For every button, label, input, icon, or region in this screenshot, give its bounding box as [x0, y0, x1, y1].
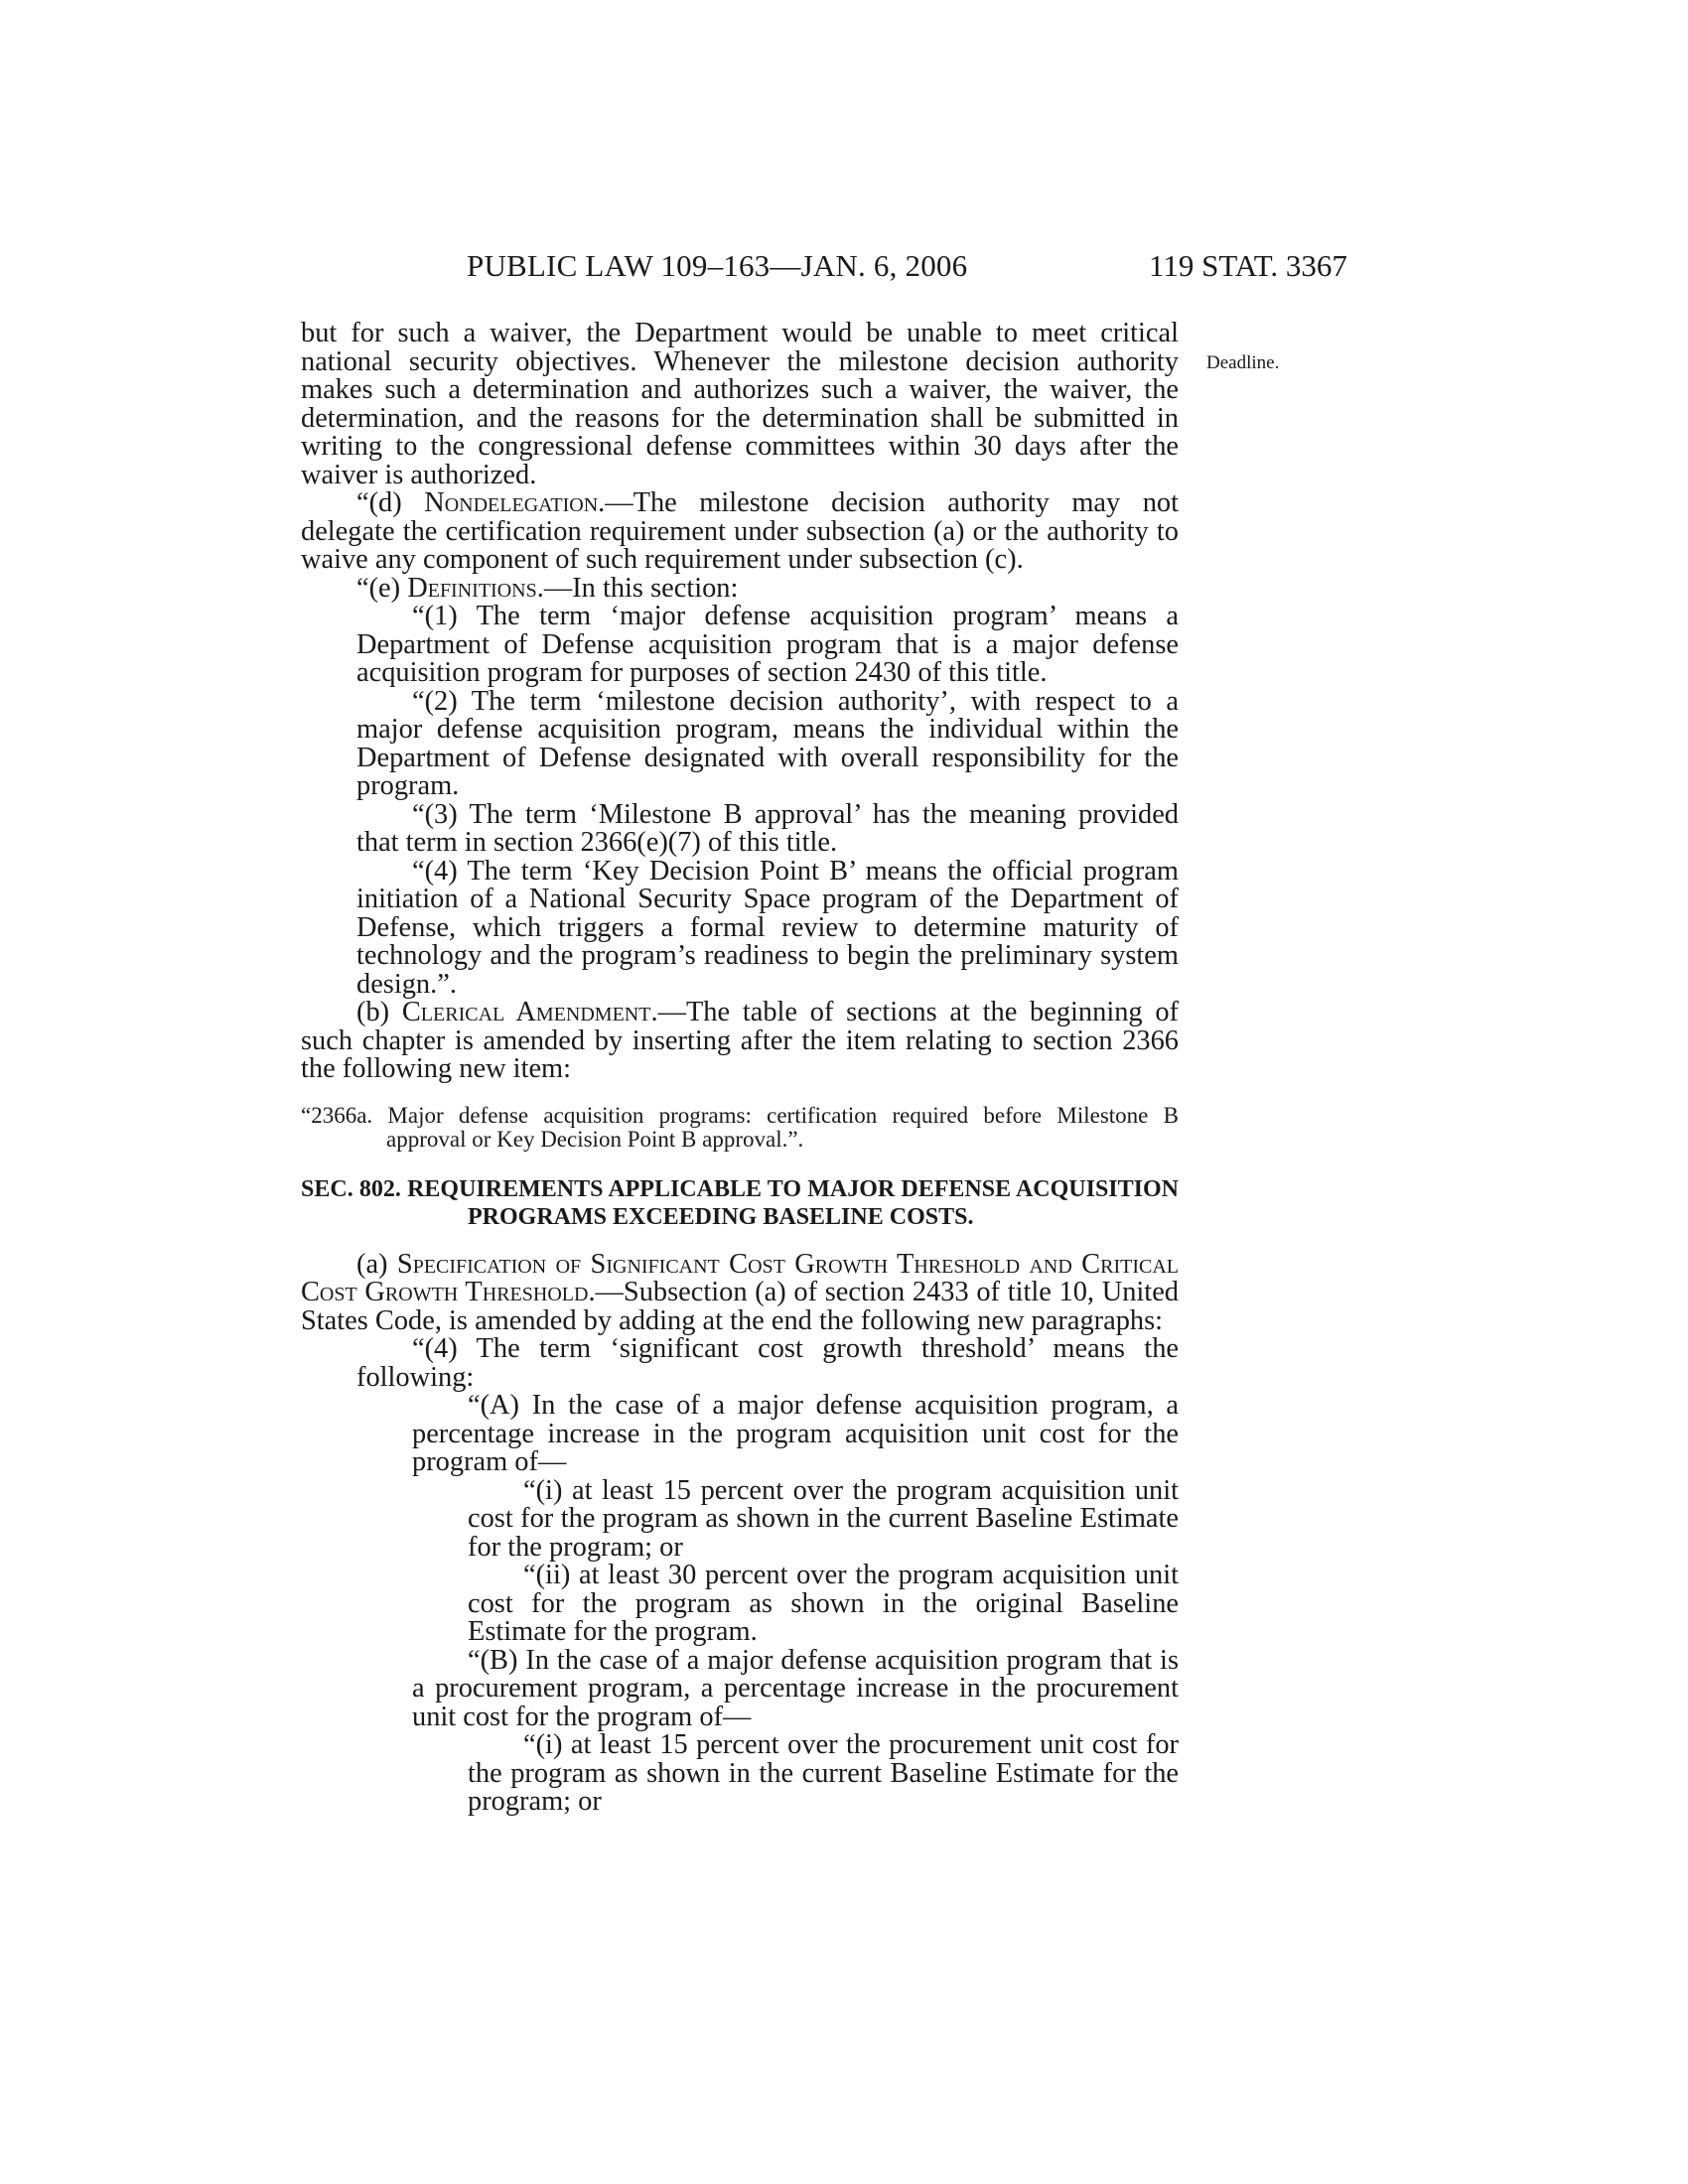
a-label: (a) — [356, 1248, 397, 1280]
d-text: .—The milestone decision authority may not delegate the certification requirement under subsection (a) or the authority to waive any component of such requirement under subsection (c). — [301, 487, 1179, 575]
clause-a-i: “(i) at least 15 percent over the program acquisition unit cost for the program as shown in the current Baseline Estimate for the program; or — [468, 1474, 1179, 1563]
subparagraph-a: “(A) In the case of a major defense acquisition program, a percentage increase in the program acquisition unit cost for the program of— — [412, 1390, 1179, 1477]
definition-4: “(4) The term ‘Key Decision Point B’ means the official program initiation of a National Security Space program of the Department of Defense, which triggers a formal review to determine maturity of technology and the program’s readiness to begin the preliminary system design.”. — [356, 855, 1179, 1000]
definition-1: “(1) The term ‘major defense acquisition program’ means a Department of Defense acquisition program that is a major defense acquisition program for purposes of section 2430 of this title. — [356, 601, 1179, 688]
paragraph-b-clerical — [301, 999, 1179, 1084]
table-of-sections-item: “2366a. Major defense acquisition programs: certification required before Milestone B approval or Key Decision Point B approval.”. — [301, 1102, 1179, 1152]
b-heading: Clerical Amendment — [401, 997, 651, 1027]
paragraph-a-specification — [301, 1248, 1179, 1336]
page-header-stat: 119 STAT. 3367 — [1149, 248, 1347, 283]
b-label: (b) — [356, 997, 402, 1027]
e-heading: Definitions — [407, 572, 537, 604]
a-heading: Specification of Significant Cost Growth Threshold and Critical Cost Growth Threshold — [301, 1248, 1179, 1307]
clause-b-i: “(i) at least 15 percent over the procurement unit cost for the program as shown in the current Baseline Estimate for the program; or — [468, 1729, 1179, 1817]
b-text: .—The table of sections at the beginning of such chapter is amended by inserting after the item relating to section 2366 the following new item: — [301, 997, 1179, 1084]
a-text: .—Subsection (a) of section 2433 of title 10, United States Code, is amended by adding at the end the following new paragraphs: — [301, 1277, 1179, 1336]
definition-3: “(3) The term ‘Milestone B approval’ has the meaning provided that term in section 2366(e)(7) of this title. — [356, 798, 1179, 858]
d-heading: Nondelegation — [424, 487, 599, 518]
paragraph-d-nondelegation — [301, 489, 1179, 575]
e-text: .—In this section: — [536, 572, 739, 604]
document-body — [301, 320, 1179, 1817]
clause-a-ii: “(ii) at least 30 percent over the program acquisition unit cost for the program as shown in the original Baseline Estimate for the program. — [468, 1560, 1179, 1647]
section-heading: SEC. 802. REQUIREMENTS APPLICABLE TO MAJOR DEFENSE ACQUISITION PROGRAMS EXCEEDING BASELINE COSTS. — [301, 1175, 1179, 1230]
margin-note: Deadline. — [1206, 352, 1280, 373]
definition-2: “(2) The term ‘milestone decision authority’, with respect to a major defense acquisition program, means the individual within the Department of Defense designated with overall responsibility for the program. — [356, 685, 1179, 801]
e-label: “(e) — [356, 572, 408, 604]
paragraph-waiver: but for such a waiver, the Department would be unable to meet critical national security objectives. Whenever the milestone decision authority makes such a determination and authorizes such a waiver, the waiver, the determination, and the reasons for the determination shall be submitted in writing to the congressional defense committees within 30 days after the waiver is authorized. — [301, 318, 1179, 490]
d-label: “(d) — [356, 487, 425, 518]
paragraph-4: “(4) The term ‘significant cost growth threshold’ means the following: — [356, 1333, 1179, 1393]
subparagraph-b: “(B) In the case of a major defense acquisition program that is a procurement program, a percentage increase in the procurement unit cost for the program of— — [412, 1644, 1179, 1732]
paragraph-e-definitions — [301, 572, 1179, 604]
page-header-title: PUBLIC LAW 109–163—JAN. 6, 2006 — [467, 248, 968, 283]
